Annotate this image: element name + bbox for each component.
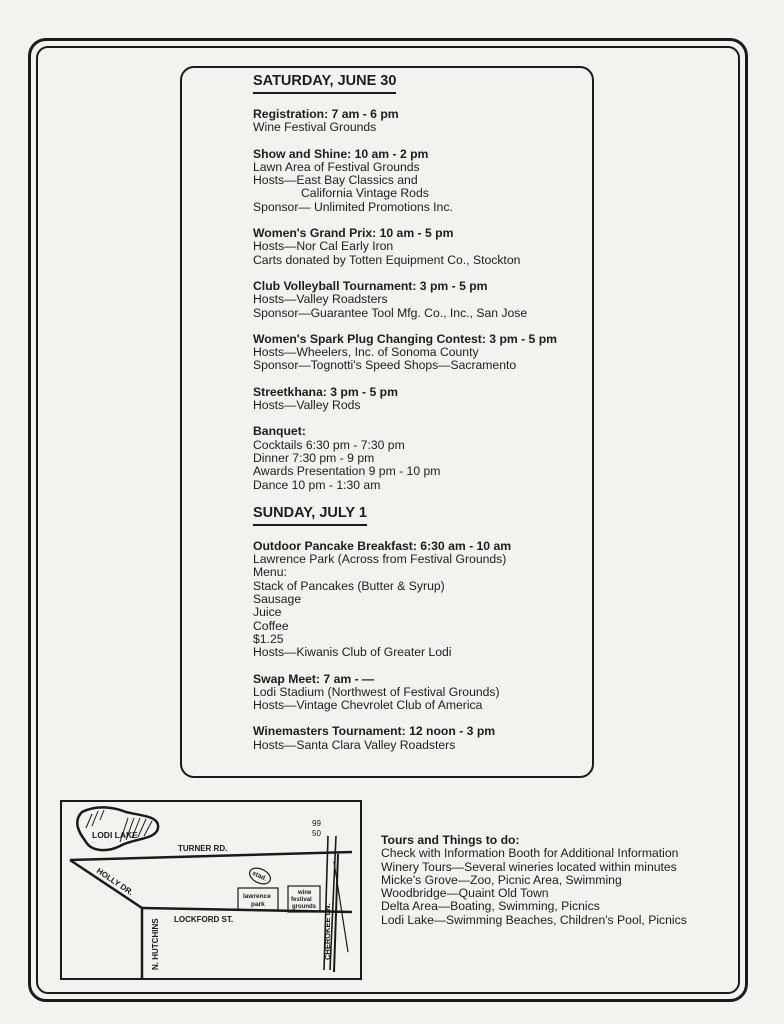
event-title: Show and Shine: 10 am - 2 pm xyxy=(253,146,429,161)
sunday-heading: SUNDAY, JULY 1 xyxy=(253,505,367,526)
event-title: Outdoor Pancake Breakfast: 6:30 am - 10 am xyxy=(253,538,512,553)
event-line: Hosts—Vintage Chevrolet Club of America xyxy=(253,698,483,713)
event-registration xyxy=(253,108,593,135)
event-title: Winemasters Tournament: 12 noon - 3 pm xyxy=(253,724,496,739)
event-winemasters xyxy=(253,725,593,752)
event-line: Lodi Stadium (Northwest of Festival Grounds) xyxy=(253,684,500,699)
sunday-events xyxy=(253,540,593,752)
event-line: Carts donated by Totten Equipment Co., Stockton xyxy=(253,252,521,267)
tours-line: Winery Tours—Several wineries located within minutes xyxy=(381,859,677,874)
event-line: Awards Presentation 9 pm - 10 pm xyxy=(253,464,441,479)
event-show-and-shine xyxy=(253,148,593,214)
event-line: Wine Festival Grounds xyxy=(253,120,377,135)
turner-rd-label: TURNER RD. xyxy=(178,844,228,853)
event-title: Women's Spark Plug Changing Contest: 3 pm - 5 pm xyxy=(253,331,558,346)
event-line: Hosts—Valley Roadsters xyxy=(253,292,388,307)
wine-grounds-label-1: wine xyxy=(298,890,312,896)
area-map xyxy=(60,800,362,980)
event-line: Coffee xyxy=(253,618,289,633)
event-womens-grand-prix xyxy=(253,227,593,267)
tours-line: Lodi Lake—Swimming Beaches, Children's Pool, Picnics xyxy=(381,912,687,927)
schedule xyxy=(253,70,593,765)
map-drawing xyxy=(62,802,362,980)
stadium-label: stad. xyxy=(251,869,268,883)
wine-grounds-label-3: grounds xyxy=(292,904,316,910)
event-line: Sponsor—Tognotti's Speed Shops—Sacramento xyxy=(253,358,517,373)
lawrence-park-label-1: lawrence xyxy=(243,893,271,900)
event-line: Dinner 7:30 pm - 9 pm xyxy=(253,450,375,465)
saturday-events xyxy=(253,108,593,492)
event-line: Hosts—East Bay Classics and xyxy=(253,173,418,188)
tours-line: Micke's Grove—Zoo, Picnic Area, Swimming xyxy=(381,872,622,887)
hwy-99-label: 99 xyxy=(312,819,321,828)
event-line: Hosts—Nor Cal Early Iron xyxy=(253,239,394,254)
turner-rd-road xyxy=(70,852,352,860)
event-line: $1.25 xyxy=(253,631,284,646)
event-line: Dance 10 pm - 1:30 am xyxy=(253,477,381,492)
event-line: Cocktails 6:30 pm - 7:30 pm xyxy=(253,437,405,452)
tours-section xyxy=(381,834,741,927)
lawrence-park-label-2: park xyxy=(251,901,265,908)
event-line: Stack of Pancakes (Butter & Syrup) xyxy=(253,578,445,593)
event-club-volleyball xyxy=(253,280,593,320)
event-pancake-breakfast xyxy=(253,540,593,660)
event-line: Hosts—Valley Rods xyxy=(253,398,361,413)
event-streetkhana xyxy=(253,386,593,413)
event-line: Juice xyxy=(253,605,282,620)
lodi-lake-label: LODI LAKE xyxy=(92,830,138,840)
wine-grounds-label-2: festival xyxy=(291,897,312,903)
event-title: Streetkhana: 3 pm - 5 pm xyxy=(253,384,398,399)
hutchins-label: N. HUTCHINS xyxy=(151,918,160,970)
event-line: Sponsor—Guarantee Tool Mfg. Co., Inc., San Jose xyxy=(253,305,528,320)
event-swap-meet xyxy=(253,673,593,713)
event-title: Banquet: xyxy=(253,424,306,439)
tours-line: Woodbridge—Quaint Old Town xyxy=(381,886,549,901)
event-line: California Vintage Rods xyxy=(301,186,429,201)
event-line: Hosts—Kiwanis Club of Greater Lodi xyxy=(253,645,452,660)
event-line: Sausage xyxy=(253,592,302,607)
holly-dr-road xyxy=(70,860,142,908)
event-spark-plug-contest xyxy=(253,333,593,373)
event-line: Lawrence Park (Across from Festival Grounds) xyxy=(253,552,507,567)
tours-line: Check with Information Booth for Additional Information xyxy=(381,846,679,861)
event-title: Registration: 7 am - 6 pm xyxy=(253,107,399,121)
event-title: Club Volleyball Tournament: 3 pm - 5 pm xyxy=(253,278,488,293)
hwy-50-label: 50 xyxy=(312,829,321,838)
lodi-lake-shape xyxy=(77,807,158,850)
tours-line: Delta Area—Boating, Swimming, Picnics xyxy=(381,899,600,914)
event-banquet xyxy=(253,425,593,491)
event-line: Lawn Area of Festival Grounds xyxy=(253,159,420,174)
tours-title: Tours and Things to do: xyxy=(381,833,520,847)
saturday-heading: SATURDAY, JUNE 30 xyxy=(253,73,396,94)
event-line: Hosts—Santa Clara Valley Roadsters xyxy=(253,737,456,752)
holly-dr-label: HOLLY DR. xyxy=(94,866,135,898)
cherokee-label: CHEROKEE LN. xyxy=(323,903,332,960)
event-line: Menu: xyxy=(253,565,287,580)
event-title: Women's Grand Prix: 10 am - 5 pm xyxy=(253,226,454,241)
event-title: Swap Meet: 7 am - — xyxy=(253,671,375,686)
event-line: Hosts—Wheelers, Inc. of Sonoma County xyxy=(253,345,479,360)
lockford-st-label: LOCKFORD ST. xyxy=(174,915,234,924)
event-line: Sponsor— Unlimited Promotions Inc. xyxy=(253,199,453,214)
